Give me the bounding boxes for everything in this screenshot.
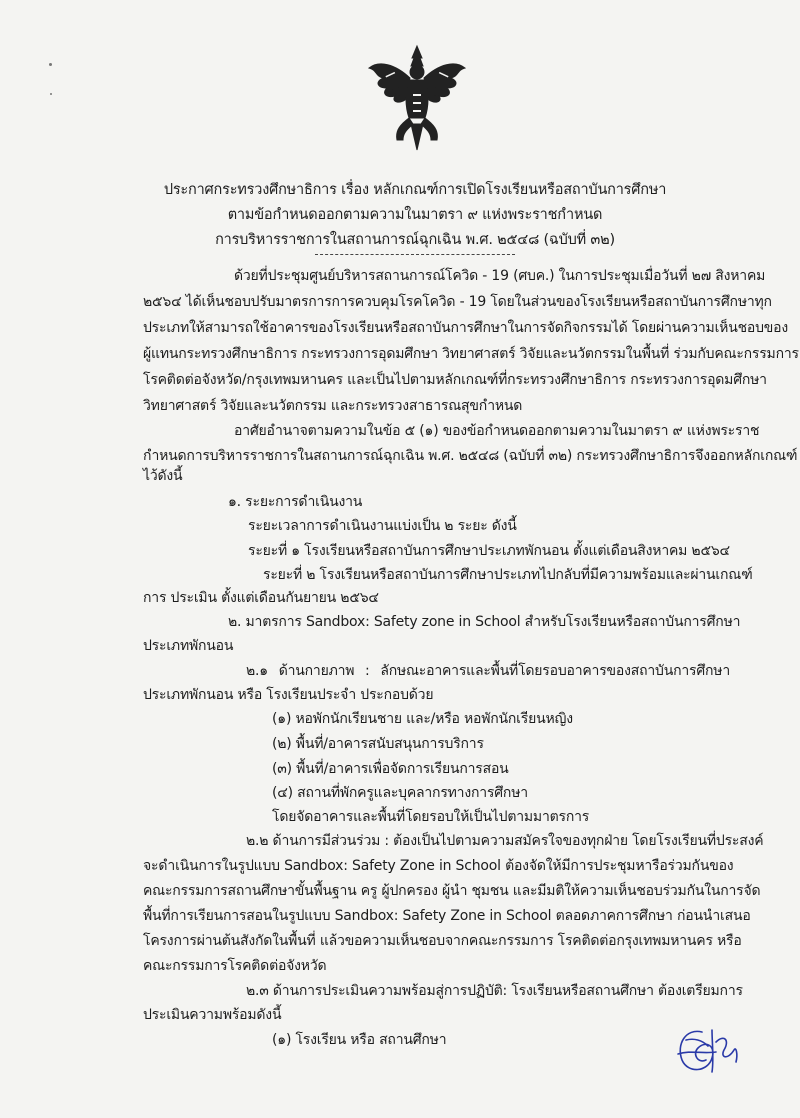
section-1-line: ระยะที่ ๑ โรงเรียนหรือสถาบันการศึกษาประเภทพักนอน ตั้งแต่เดือนสิงหาคม ๒๕๖๔ xyxy=(248,543,730,559)
paragraph-2-line: กำหนดการบริหารราชการในสถานการณ์ฉุกเฉิน พ.ศ. ๒๕๔๘ (ฉบับที่ ๓๒) กระทรวงศึกษาธิการจึงออกหลักเกณฑ์ xyxy=(143,448,798,464)
section-2-1-item: (๔) สถานที่พักครูและบุคลากรทางการศึกษา xyxy=(272,785,528,801)
section-2-1-note: โดยจัดอาคารและพื้นที่โดยรอบให้เป็นไปตามมาตรการ xyxy=(272,809,590,825)
section-2-heading-cont: ประเภทพักนอน xyxy=(143,638,234,654)
paragraph-1-line: ประเภทให้สามารถใช้อาคารของโรงเรียนหรือสถาบันการศึกษาในการจัดกิจกรรมได้ โดยผ่านความเห็นชอบของ xyxy=(143,320,788,336)
announcement-title-line-1: ประกาศกระทรวงศึกษาธิการ เรื่อง หลักเกณฑ์การเปิดโรงเรียนหรือสถาบันการศึกษา xyxy=(163,182,667,198)
section-2-1-item: (๓) พื้นที่/อาคารเพื่อจัดการเรียนการสอน xyxy=(272,761,509,777)
section-2-2-line: จะดำเนินการในรูปแบบ Sandbox: Safety Zone in School ต้องจัดให้มีการประชุมหารือร่วมกันของ xyxy=(143,858,734,874)
section-2-3-line: ๒.๓ ด้านการประเมินความพร้อมสู่การปฏิบัติ: โรงเรียนหรือสถานศึกษา ต้องเตรียมการ xyxy=(246,983,743,999)
section-1-line: การ ประเมิน ตั้งแต่เดือนกันยายน ๒๕๖๔ xyxy=(143,590,379,606)
section-2-2-line: ๒.๒ ด้านการมีส่วนร่วม : ต้องเป็นไปตามความสมัครใจของทุกฝ่าย โดยโรงเรียนที่ประสงค์ xyxy=(246,833,764,849)
section-2-1-item: (๒) พื้นที่/อาคารสนับสนุนการบริการ xyxy=(272,736,484,752)
paragraph-1-line: ด้วยที่ประชุมศูนย์บริหารสถานการณ์โควิด - 19 (ศบค.) ในการประชุมเมื่อวันที่ ๒๗ สิงหาคม xyxy=(234,268,766,284)
section-2-1-item: (๑) หอพักนักเรียนชาย และ/หรือ หอพักนักเรียนหญิง xyxy=(272,711,573,727)
signature-mark xyxy=(672,1020,742,1078)
section-1-line: ระยะที่ ๒ โรงเรียนหรือสถาบันการศึกษาประเภทไปกลับที่มีความพร้อมและผ่านเกณฑ์ xyxy=(263,567,753,583)
section-2-1-line: ๒.๑ ด้านกายภาพ : ลักษณะอาคารและพื้นที่โดยรอบอาคารของสถาบันการศึกษา xyxy=(246,663,730,679)
section-2-3-line: ประเมินความพร้อมดังนี้ xyxy=(143,1007,282,1023)
announcement-title-line-2: ตามข้อกำหนดออกตามความในมาตรา ๙ แห่งพระราชกำหนด xyxy=(227,207,603,223)
section-2-2-line: คณะกรรมการสถานศึกษาขั้นพื้นฐาน ครู ผู้ปกครอง ผู้นำ ชุมชน และมีมติให้ความเห็นชอบร่วมกันในการจัด xyxy=(143,883,761,899)
section-2-heading: ๒. มาตรการ Sandbox: Safety zone in School สำหรับโรงเรียนหรือสถาบันการศึกษา xyxy=(228,614,741,630)
title-separator xyxy=(315,254,515,255)
paragraph-1-line: ๒๕๖๔ ได้เห็นชอบปรับมาตรการการควบคุมโรคโควิด - 19 โดยในส่วนของโรงเรียนหรือสถาบันการศึกษาทุก xyxy=(143,294,772,310)
section-2-2-line: คณะกรรมการโรคติดต่อจังหวัด xyxy=(143,958,327,974)
paragraph-1-line: วิทยาศาสตร์ วิจัยและนวัตกรรม และกระทรวงสาธารณสุขกำหนด xyxy=(143,398,523,414)
section-2-3-item: (๑) โรงเรียน หรือ สถานศึกษา xyxy=(272,1032,447,1048)
paragraph-1-line: โรคติดต่อจังหวัด/กรุงเทพมหานคร และเป็นไปตามหลักเกณฑ์ที่กระทรวงศึกษาธิการ กระทรวงการอุดมศึกษา xyxy=(143,372,767,388)
paragraph-1-line: ผู้แทนกระทรวงศึกษาธิการ กระทรวงการอุดมศึกษา วิทยาศาสตร์ วิจัยและนวัตกรรมในพื้นที่ ร่วมกับคณะกรรมการ xyxy=(143,346,799,362)
paragraph-2-line: ไว้ดังนี้ xyxy=(143,468,183,484)
section-2-2-line: โครงการผ่านต้นสังกัดในพื้นที่ แล้วขอความเห็นชอบจากคณะกรรมการ โรคติดต่อกรุงเทพมหานคร หรือ xyxy=(143,933,742,949)
garuda-emblem-icon xyxy=(365,44,469,152)
margin-mark xyxy=(49,63,52,66)
margin-mark xyxy=(50,93,52,95)
announcement-title-line-3: การบริหารราชการในสถานการณ์ฉุกเฉิน พ.ศ. ๒๕๔๘ (ฉบับที่ ๓๒) xyxy=(215,232,615,248)
paragraph-2-line: อาศัยอำนาจตามความในข้อ ๕ (๑) ของข้อกำหนดออกตามความในมาตรา ๙ แห่งพระราช xyxy=(234,423,760,439)
section-1-line: ระยะเวลาการดำเนินงานแบ่งเป็น ๒ ระยะ ดังนี้ xyxy=(248,518,517,534)
section-1-heading: ๑. ระยะการดำเนินงาน xyxy=(228,494,363,510)
section-2-2-line: พื้นที่การเรียนการสอนในรูปแบบ Sandbox: Safety Zone in School ตลอดภาคการศึกษา ก่อนนำเสนอ xyxy=(143,908,751,924)
section-2-1-line: ประเภทพักนอน หรือ โรงเรียนประจำ ประกอบด้วย xyxy=(143,687,434,703)
